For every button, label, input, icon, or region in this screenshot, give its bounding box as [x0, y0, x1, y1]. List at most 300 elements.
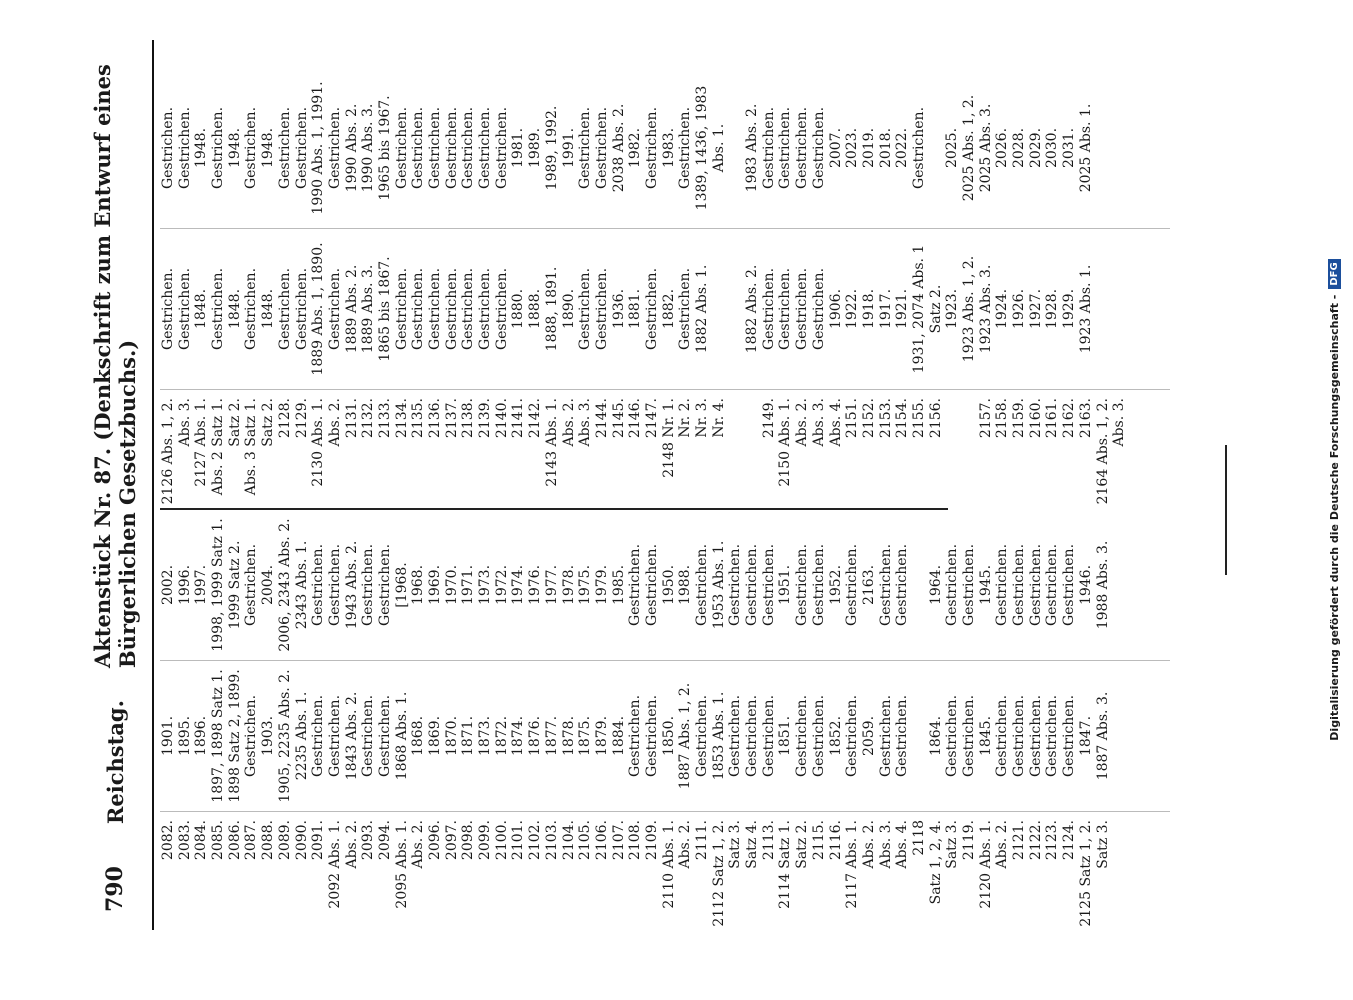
- table-cell: Gestrichen.: [627, 694, 644, 778]
- table-cell: 2090.: [293, 820, 310, 861]
- table-cell: Abs. 3.: [810, 398, 827, 447]
- table-cell: 2105.: [577, 820, 594, 861]
- table-cell: 1389, 1436, 1983: [694, 85, 710, 211]
- table-cell: 2106.: [593, 820, 610, 861]
- table-cell: 2095 Abs. 1.: [393, 820, 410, 909]
- column-divider: [160, 811, 1170, 812]
- table-cell: 2124.: [1061, 820, 1078, 861]
- table-cell: Gestrichen.: [293, 106, 310, 190]
- table-cell: 1927.: [1027, 288, 1044, 330]
- table-cell: Gestrichen.: [744, 543, 761, 627]
- table-cell: 1988 Abs. 3.: [1094, 540, 1111, 630]
- table-cell: Gestrichen.: [243, 543, 260, 627]
- table-cell: Gestrichen.: [961, 543, 977, 627]
- table-cell: 2149.: [760, 398, 777, 439]
- table-cell: Gestrichen.: [176, 106, 193, 190]
- table-block-1: [160, 510, 1170, 930]
- table-cell: Gestrichen.: [777, 267, 794, 351]
- table-cell: 2126 Abs. 1, 2.: [160, 398, 176, 505]
- table-cell: Abs. 2.: [994, 820, 1011, 869]
- table-cell: Gestrichen.: [877, 543, 894, 627]
- table-cell: 1851.: [777, 715, 794, 757]
- table-cell: Gestrichen.: [760, 267, 777, 351]
- table-cell: Abs. 4.: [827, 398, 844, 447]
- table-cell: Gestrichen.: [727, 694, 744, 778]
- table-cell: 2107.: [610, 820, 627, 861]
- table-cell: 2084.: [193, 820, 210, 861]
- table-cell: 1876.: [527, 715, 544, 757]
- table-cell: 1852.: [827, 715, 844, 757]
- table-cell: 2026.: [994, 127, 1011, 169]
- table-cell: 2116.: [827, 820, 844, 861]
- table-cell: 2022.: [894, 127, 911, 169]
- table-cell: 2110 Abs. 1.: [660, 820, 677, 909]
- table-cell: Gestrichen.: [310, 694, 327, 778]
- table-cell: Gestrichen.: [276, 267, 293, 351]
- table-cell: Gestrichen.: [460, 106, 477, 190]
- table-cell: 2098.: [460, 820, 477, 861]
- table-cell: Gestrichen.: [1044, 694, 1061, 778]
- table-cell: 2153.: [877, 398, 894, 439]
- table-cell: 1948.: [193, 127, 210, 169]
- table-cell: 1989.: [527, 127, 544, 169]
- table-cell: 2085.: [210, 820, 227, 861]
- table-cell: 1953 Abs. 1.: [710, 540, 727, 630]
- table-cell: Abs. 3.: [877, 820, 894, 869]
- table-cell: 1991.: [560, 127, 577, 169]
- table-cell: Gestrichen.: [326, 694, 343, 778]
- table-cell: 2129.: [293, 398, 310, 439]
- table-cell: 1890.: [560, 288, 577, 330]
- table-cell: Gestrichen.: [210, 106, 227, 190]
- table-cell: Gestrichen.: [243, 106, 260, 190]
- table-cell: 1884.: [610, 715, 627, 757]
- table-cell: Gestrichen.: [176, 267, 193, 351]
- table-cell: 2125 Satz 1, 2.: [1077, 820, 1094, 927]
- table-cell: 2235 Abs. 1.: [293, 691, 310, 781]
- table-cell: 1918.: [860, 288, 877, 330]
- table-cell: 2133.: [376, 398, 393, 439]
- table-cell: 2135.: [410, 398, 427, 439]
- table-cell: Satz 4.: [744, 820, 761, 869]
- table-cell: 1882.: [660, 288, 677, 330]
- table-cell: Gestrichen.: [310, 543, 327, 627]
- dfg-logo: DFG: [1328, 259, 1341, 288]
- table-cell: 1969.: [427, 564, 443, 606]
- table-cell: Gestrichen.: [393, 267, 410, 351]
- table-cell: Gestrichen.: [410, 267, 427, 351]
- table-cell: 2108.: [627, 820, 644, 861]
- table-cell: Gestrichen.: [760, 106, 777, 190]
- table-cell: Abs. 3.: [577, 398, 594, 447]
- table-cell: 1871.: [460, 715, 477, 757]
- table-cell: Gestrichen.: [944, 694, 961, 778]
- table-cell: 2157.: [977, 398, 994, 439]
- table-cell: 2155.: [910, 398, 927, 439]
- table-cell: 2141.: [510, 398, 527, 439]
- table-cell: 1879.: [593, 715, 610, 757]
- table-cell: Abs. 2.: [326, 398, 343, 447]
- table-cell: 1906.: [827, 288, 844, 330]
- table-cell: Gestrichen.: [677, 267, 694, 351]
- table-cell: Satz 2.: [794, 820, 811, 869]
- table-cell: 2158.: [994, 398, 1011, 439]
- table-cell: Gestrichen.: [694, 543, 710, 627]
- table-cell: 1845.: [977, 715, 994, 757]
- table-cell: 2119.: [961, 820, 977, 861]
- table-cell: Abs. 3.: [176, 398, 193, 447]
- table-cell: 2146.: [627, 398, 644, 439]
- table-cell: 2004.: [260, 564, 277, 606]
- table-cell: 2109.: [643, 820, 660, 861]
- table-cell: Gestrichen.: [1011, 543, 1028, 627]
- column-divider: [160, 228, 1170, 229]
- concordance-table: [160, 40, 1170, 930]
- table-cell: 1946.: [1077, 564, 1094, 606]
- table-cell: Gestrichen.: [593, 106, 610, 190]
- table-cell: 1948.: [260, 127, 277, 169]
- table-cell: 2134.: [393, 398, 410, 439]
- table-cell: 2140.: [493, 398, 510, 439]
- table-cell: 2006, 2343 Abs. 2.: [276, 518, 293, 652]
- table-cell: [944, 398, 961, 508]
- table-cell: 1895.: [176, 715, 193, 757]
- table-cell: 2030.: [1044, 127, 1061, 169]
- table-cell: Gestrichen.: [844, 694, 861, 778]
- table-cell: Gestrichen.: [427, 267, 443, 351]
- table-cell: 1896.: [193, 715, 210, 757]
- table-cell: 2025 Abs. 1.: [1077, 103, 1094, 193]
- table-cell: Gestrichen.: [360, 543, 377, 627]
- table-cell: Gestrichen.: [160, 267, 176, 351]
- table-cell: Gestrichen.: [443, 106, 460, 190]
- table-cell: 1990 Abs. 2.: [343, 103, 360, 193]
- table-cell: 2087.: [243, 820, 260, 861]
- table-cell: 2091.: [310, 820, 327, 861]
- table-cell: 1999 Satz 2.: [226, 540, 243, 630]
- digitization-note: Digitalisierung gefördert durch die Deutsche Forschungsgemeinschaft -: [1328, 294, 1341, 741]
- table-cell: 2161.: [1044, 398, 1061, 439]
- table-cell: Gestrichen.: [944, 543, 961, 627]
- table-cell: Gestrichen.: [326, 267, 343, 351]
- table-cell: 1970.: [443, 564, 460, 606]
- table-cell: [711, 229, 728, 389]
- table-cell: 2103.: [543, 820, 560, 861]
- table-cell: 1868.: [410, 715, 427, 757]
- table-cell: 1971.: [460, 564, 477, 606]
- table-cell: 2343 Abs. 1.: [293, 540, 310, 630]
- table-cell: 2002.: [160, 564, 176, 606]
- table-cell: 1926.: [1011, 288, 1028, 330]
- table-cell: 2007.: [827, 127, 844, 169]
- table-cell: 2023.: [844, 127, 861, 169]
- table-cell: Gestrichen.: [794, 694, 811, 778]
- table-cell: 2089.: [276, 820, 293, 861]
- table-cell: Abs. 3 Satz 1.: [243, 398, 260, 496]
- table-cell: 2097.: [443, 820, 460, 861]
- table-cell: Abs. 3.: [1111, 398, 1128, 447]
- table-cell: 2018.: [877, 127, 894, 169]
- table-cell: [961, 398, 978, 508]
- table-cell: Gestrichen.: [877, 694, 894, 778]
- table-cell: Gestrichen.: [293, 267, 310, 351]
- table-cell: 1996.: [176, 564, 193, 606]
- table-cell: Gestrichen.: [794, 543, 811, 627]
- table-cell: 2114 Satz 1.: [777, 820, 794, 909]
- table-cell: 2123.: [1044, 820, 1061, 861]
- table-cell: 2025 Abs. 1, 2.: [961, 94, 977, 202]
- table-cell: Abs. 2.: [410, 820, 427, 869]
- table-cell: Gestrichen.: [460, 267, 477, 351]
- table-cell: 1983 Abs. 2.: [744, 103, 761, 193]
- table-cell: 1878.: [560, 715, 577, 757]
- table-cell: 2139.: [477, 398, 494, 439]
- table-cell: Gestrichen.: [1061, 694, 1078, 778]
- table-cell: 2151.: [844, 398, 861, 439]
- table-cell: 2147.: [643, 398, 660, 439]
- table-cell: 2115.: [810, 820, 827, 861]
- table-cell: 2144.: [593, 398, 610, 439]
- table-cell: 1880.: [510, 288, 527, 330]
- table-cell: 1887 Abs. 3.: [1094, 691, 1111, 781]
- table-cell: [1968.: [393, 562, 410, 608]
- table-cell: 1951.: [777, 564, 794, 606]
- table-cell: Gestrichen.: [493, 106, 510, 190]
- table-cell: 1978.: [560, 564, 577, 606]
- table-cell: 1889 Abs. 2.: [343, 264, 360, 354]
- header-rule: [152, 40, 154, 930]
- table-cell: 1979.: [593, 564, 610, 606]
- table-cell: 2121.: [1011, 820, 1028, 861]
- table-cell: 2127 Abs. 1.: [193, 398, 210, 487]
- table-cell: Gestrichen.: [410, 106, 427, 190]
- table-cell: Gestrichen.: [727, 543, 744, 627]
- table-cell: 1905, 2235 Abs. 2.: [276, 669, 293, 803]
- table-cell: 1901.: [160, 715, 176, 757]
- table-cell: 1870.: [443, 715, 460, 757]
- table-block-2: [160, 68, 1170, 508]
- table-cell: 1997.: [193, 564, 210, 606]
- table-cell: Gestrichen.: [643, 106, 660, 190]
- column-paragraph: [160, 812, 1170, 930]
- table-cell: Abs. 2 Satz 1.: [210, 398, 227, 496]
- scan-mark: [1225, 445, 1227, 575]
- table-cell: 1922.: [844, 288, 861, 330]
- table-cell: Gestrichen.: [910, 106, 927, 190]
- table-cell: 1889 Abs. 1, 1890.: [310, 242, 327, 376]
- table-cell: Abs. 2.: [677, 820, 694, 869]
- table-cell: 2101.: [510, 820, 527, 861]
- table-cell: Gestrichen.: [961, 694, 977, 778]
- publication-name: Reichstag.: [102, 700, 128, 825]
- table-cell: Gestrichen.: [777, 106, 794, 190]
- table-cell: Nr. 2.: [677, 398, 694, 438]
- table-cell: 2112 Satz 1, 2.: [710, 820, 727, 927]
- table-cell: 2088.: [260, 820, 277, 861]
- table-cell: 2122.: [1027, 820, 1044, 861]
- table-cell: 1850.: [660, 715, 677, 757]
- table-cell: 2159.: [1011, 398, 1028, 439]
- table-cell: Gestrichen.: [493, 267, 510, 351]
- table-cell: 2156.: [927, 398, 944, 439]
- block-divider: [160, 508, 948, 510]
- table-cell: Gestrichen.: [577, 267, 594, 351]
- table-cell: 1848.: [193, 288, 210, 330]
- table-cell: Gestrichen.: [160, 106, 176, 190]
- table-cell: 1917.: [877, 288, 894, 330]
- table-cell: 2094.: [376, 820, 393, 861]
- table-cell: Gestrichen.: [243, 694, 260, 778]
- table-cell: 2059.: [860, 715, 877, 757]
- table-cell: 1903.: [260, 715, 277, 757]
- table-cell: 2143 Abs. 1.: [543, 398, 560, 487]
- table-cell: 2096.: [427, 820, 443, 861]
- table-cell: Gestrichen.: [360, 694, 377, 778]
- table-cell: 1998, 1999 Satz 1.: [210, 518, 227, 652]
- page-header: [90, 52, 140, 912]
- table-cell: 1848.: [226, 288, 243, 330]
- table-cell: 2120 Abs. 1.: [977, 820, 994, 909]
- column-second-reading: [160, 510, 1170, 660]
- table-cell: Nr. 4.: [710, 398, 727, 438]
- table-cell: 2150 Abs. 1.: [777, 398, 794, 487]
- table-cell: 2118: [910, 820, 927, 856]
- table-cell: 1873.: [477, 715, 494, 757]
- table-cell: 1877.: [543, 715, 560, 757]
- table-cell: Gestrichen.: [994, 543, 1011, 627]
- table-cell: 2162.: [1061, 398, 1078, 439]
- table-cell: Gestrichen.: [393, 106, 410, 190]
- table-cell: Gestrichen.: [643, 543, 660, 627]
- table-cell: 1982.: [627, 127, 644, 169]
- table-cell: Satz 1, 2, 4.: [927, 820, 944, 905]
- table-cell: 1972.: [493, 564, 510, 606]
- table-cell: 2086.: [226, 820, 243, 861]
- table-cell: Abs. 2.: [560, 398, 577, 447]
- table-cell: 2128.: [276, 398, 293, 439]
- table-cell: 1965 bis 1967.: [376, 95, 393, 201]
- table-cell: Gestrichen.: [593, 267, 610, 351]
- table-cell: 1875.: [577, 715, 594, 757]
- table-cell: Gestrichen.: [643, 694, 660, 778]
- table-cell: 1948.: [226, 127, 243, 169]
- column-first-reading: [160, 661, 1170, 811]
- table-cell: 1990 Abs. 3.: [360, 103, 377, 193]
- table-cell: 1869.: [427, 715, 443, 757]
- table-cell: 2111.: [694, 820, 710, 861]
- table-cell: Gestrichen.: [376, 694, 393, 778]
- table-cell: Gestrichen.: [326, 106, 343, 190]
- table-cell: 1945.: [977, 564, 994, 606]
- table-cell: 2019.: [860, 127, 877, 169]
- table-cell: Gestrichen.: [577, 106, 594, 190]
- table-cell: 1897, 1898 Satz 1.: [210, 669, 227, 803]
- table-cell: 2138.: [460, 398, 477, 439]
- table-cell: 2099.: [477, 820, 494, 861]
- table-cell: Gestrichen.: [477, 106, 494, 190]
- table-cell: Gestrichen.: [810, 694, 827, 778]
- table-cell: 1952.: [827, 564, 844, 606]
- document-title: Aktenstück Nr. 87. (Denkschrift zum Entwurf eines Bürgerlichen Gesetzbuchs.): [90, 64, 140, 669]
- table-cell: 1888, 1891.: [543, 266, 560, 352]
- table-cell: 1974.: [510, 564, 527, 606]
- table-cell: 1964.: [927, 564, 944, 606]
- table-cell: 1936.: [610, 288, 627, 330]
- table-cell: 2102.: [527, 820, 544, 861]
- table-cell: 1924.: [994, 288, 1011, 330]
- table-cell: [911, 510, 928, 660]
- table-cell: Gestrichen.: [627, 543, 644, 627]
- table-cell: 1889 Abs. 3.: [360, 264, 377, 354]
- table-cell: Gestrichen.: [894, 694, 911, 778]
- table-cell: Gestrichen.: [376, 543, 393, 627]
- table-cell: Gestrichen.: [760, 694, 777, 778]
- table-cell: Gestrichen.: [1044, 543, 1061, 627]
- table-cell: 1923 Abs. 1.: [1077, 264, 1094, 354]
- table-cell: 1990 Abs. 1, 1991.: [310, 81, 327, 215]
- table-cell: 2092 Abs. 1.: [326, 820, 343, 909]
- table-cell: [727, 68, 744, 228]
- table-cell: 2130 Abs. 1.: [310, 398, 327, 487]
- table-cell: 1943 Abs. 2.: [343, 540, 360, 630]
- table-cell: [744, 398, 761, 508]
- table-cell: [928, 68, 945, 228]
- table-cell: 2131.: [343, 398, 360, 439]
- table-cell: 2093.: [360, 820, 377, 861]
- table-cell: Satz 3.: [944, 820, 961, 869]
- table-cell: 2142.: [527, 398, 544, 439]
- table-cell: Gestrichen.: [994, 694, 1011, 778]
- table-cell: [727, 229, 744, 389]
- table-cell: 2163.: [860, 564, 877, 606]
- table-cell: 1968.: [410, 564, 427, 606]
- table-cell: 1868 Abs. 1.: [393, 691, 410, 781]
- table-cell: 2163.: [1077, 398, 1094, 439]
- table-cell: 1977.: [543, 564, 560, 606]
- table-cell: Gestrichen.: [243, 267, 260, 351]
- table-cell: 1923.: [944, 288, 961, 330]
- table-cell: Gestrichen.: [844, 543, 861, 627]
- table-cell: 1981.: [510, 127, 527, 169]
- table-cell: 2117 Abs. 1.: [844, 820, 861, 909]
- table-cell: Gestrichen.: [643, 267, 660, 351]
- table-cell: 1865 bis 1867.: [376, 256, 393, 362]
- table-cell: Abs. 1.: [710, 123, 727, 173]
- table-cell: 1847.: [1077, 715, 1094, 757]
- table-cell: Gestrichen.: [810, 267, 827, 351]
- page-number: 790: [102, 866, 128, 912]
- table-cell: Gestrichen.: [1061, 543, 1078, 627]
- table-cell: 1975.: [577, 564, 594, 606]
- table-cell: 2132.: [360, 398, 377, 439]
- table-cell: Gestrichen.: [810, 106, 827, 190]
- column-first-reading: [160, 229, 1170, 389]
- table-cell: Satz 3.: [1094, 820, 1111, 869]
- table-cell: 2136.: [427, 398, 443, 439]
- table-cell: 1985.: [610, 564, 627, 606]
- table-cell: Gestrichen.: [1011, 694, 1028, 778]
- table-cell: Abs. 4.: [894, 820, 911, 869]
- table-cell: 1872.: [493, 715, 510, 757]
- table-cell: 2104.: [560, 820, 577, 861]
- table-cell: Gestrichen.: [694, 694, 710, 778]
- table-cell: Gestrichen.: [326, 543, 343, 627]
- table-cell: 1973.: [477, 564, 494, 606]
- table-cell: 2148 Nr. 1.: [660, 398, 677, 478]
- table-cell: 1928.: [1044, 288, 1061, 330]
- column-divider: [160, 660, 1170, 661]
- table-cell: 1881.: [627, 288, 644, 330]
